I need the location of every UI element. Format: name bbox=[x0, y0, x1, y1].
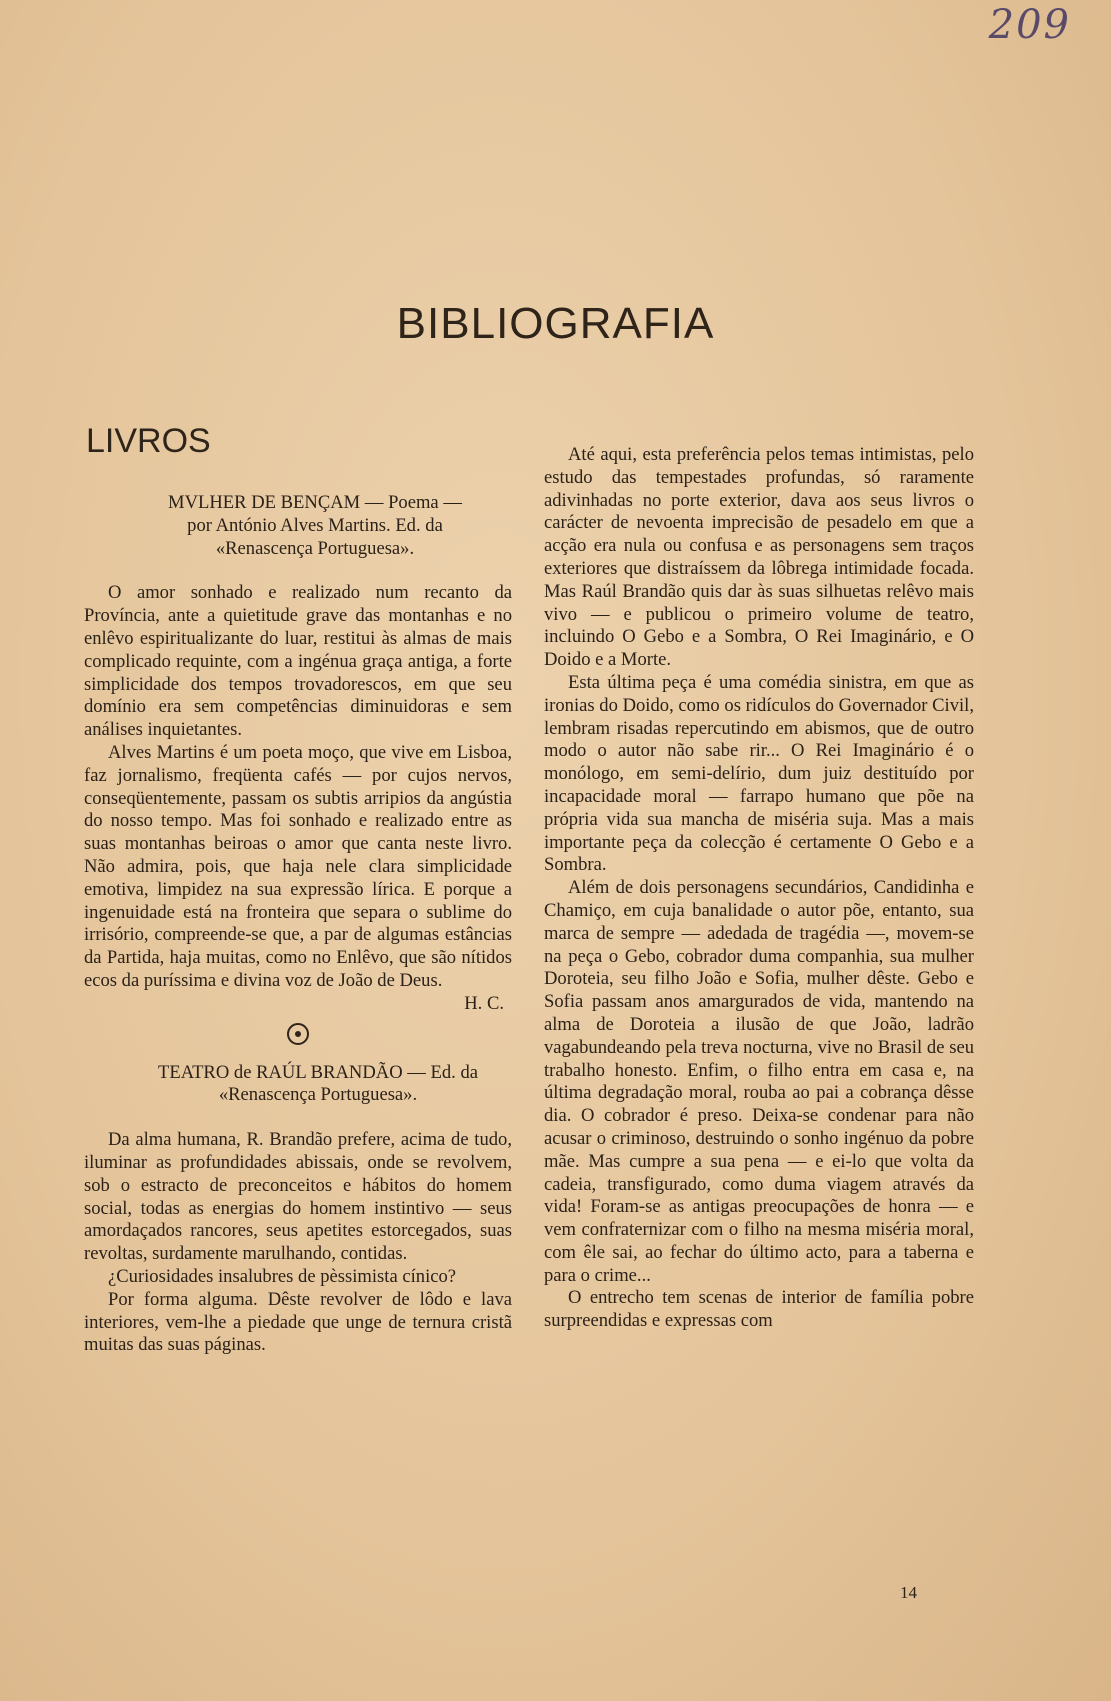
page-title: BIBLIOGRAFIA bbox=[396, 299, 715, 349]
handwritten-page-number: 209 bbox=[988, 2, 1071, 48]
review-2-paragraph-1: Da alma humana, R. Brandão prefere, acima de tudo, iluminar as profundidades abissais, onde se revolvem, sob o estracto de preconceitos e hábitos do homem social, todas as energias do homem instintivo — seus amordaçados rancores, seus apetites estorcegados, suas revoltas, surdamente marulhando, contidas. bbox=[84, 1129, 512, 1265]
right-paragraph-4: O entrecho tem scenas de interior de família pobre surpreendidas e expressas com bbox=[544, 1287, 974, 1332]
review-2-paragraph-2: ¿Curiosidades insalubres de pèssimista cínico? bbox=[108, 1265, 457, 1287]
separator-ornament bbox=[84, 1016, 512, 1050]
page-number: 14 bbox=[900, 1583, 917, 1602]
section-title: LIVROS bbox=[86, 422, 211, 460]
book-reference-2: TEATRO de RAÚL BRANDÃO — Ed. da «Renascença Portuguesa». bbox=[157, 1061, 479, 1106]
book-reference-1: MVLHER DE BENÇAM — Poema — por António Alves Martins. Ed. da «Renascença Portuguesa». bbox=[168, 492, 462, 559]
right-column bbox=[544, 444, 974, 1333]
right-paragraph-1: Até aqui, esta preferência pelos temas intimistas, pelo estudo das tempestades profundas, só raramente adivinhadas no porte exterior, dava aos seus livros o carácter de nevoenta imprecisão de pesadelo em que a acção era nula ou confusa e as personagens sem traços exteriores que distraíssem da lôbrega intimidade focada. Mas Raúl Brandão quis dar às suas silhuetas relêvo mais vivo — e publicou o primeiro volume de teatro, incluindo O Gebo e a Sombra, O Rei Imaginário, e O Doido e a Morte. bbox=[544, 444, 974, 671]
review-signature: H. C. bbox=[464, 992, 504, 1014]
review-1-paragraph-2: Alves Martins é um poeta moço, que vive em Lisboa, faz jornalismo, freqüenta cafés — por cujos nervos, conseqüentemente, passam os subtis arripios da angústia do nosso tempo. Mas foi sonhado e realizado entre as suas montanhas beiroas o amor que canta neste livro. Não admira, pois, que haja nele clara simplicidade emotiva, limpidez na sua expressão lírica. E porque a ingenuidade está na fronteira que separa o sublime do irrisório, compreende-se que, a par de algumas estâncias da Partida, haja muitas, como no Enlêvo, que são nítidos ecos da puríssima e divina voz de João de Deus. bbox=[84, 741, 512, 991]
right-paragraph-3: Além de dois personagens secundários, Candidinha e Chamiço, em cuja banalidade o autor põe, entanto, sua marca de sempre — adedada de tragédia —, movem-se na peça o Gebo, cobrador duma companhia, sua mulher Doroteia, seu filho João e Sofia, mulher dêste. Gebo e Sofia passam anos amargurados de vida, mantendo na alma de Doroteia a ilusão de que João, ladrão vagabundeando pela treva nocturna, vive no Brasil de seu trabalho honesto. Enfim, o filho entra em casa e, na última degradação moral, rouba ao pai a cobrança dêsse dia. O cobrador é preso. Deixa-se condenar para não acusar o criminoso, destruindo o sonho ingénuo da pobre mãe. Mas cumpre a sua pena — e ei-lo que volta da cadeia, transfigurado, como duma viagem através da vida! Foram-se as antigas preocupações de honra — e vem confraternizar com o filho na mesma miséria moral, com êle sai, ao fechar do último acto, para a taberna e para o crime... bbox=[544, 877, 974, 1286]
right-paragraph-2: Esta última peça é uma comédia sinistra, em que as ironias do Doido, como os ridículos do Governador Civil, lembram risadas repercutindo em abismos, que de outro modo o autor não sabe rir... O Rei Imaginário é o monólogo, em semi-delírio, dum juiz destituído por incapacidade moral — farrapo humano que põe na própria vida sua mancha de miséria suja. Mas a mais importante peça da colecção é certamente O Gebo e a Sombra. bbox=[544, 671, 974, 876]
left-column bbox=[84, 492, 512, 1357]
review-2-paragraph-3: Por forma alguma. Dêste revolver de lôdo e lava interiores, vem-lhe a piedade que unge de ternura cristã muitas das suas páginas. bbox=[84, 1288, 512, 1356]
review-1-paragraph-1: O amor sonhado e realizado num recanto da Província, ante a quietitude grave das montanhas e no enlêvo espiritualizante do luar, restitui às almas de mais complicado requinte, com a ingénua graça antiga, a forte simplicidade dos tempos trovadorescos, em que seu domínio era sem competências diminuidoras e sem análises inquietantes. bbox=[84, 582, 512, 741]
